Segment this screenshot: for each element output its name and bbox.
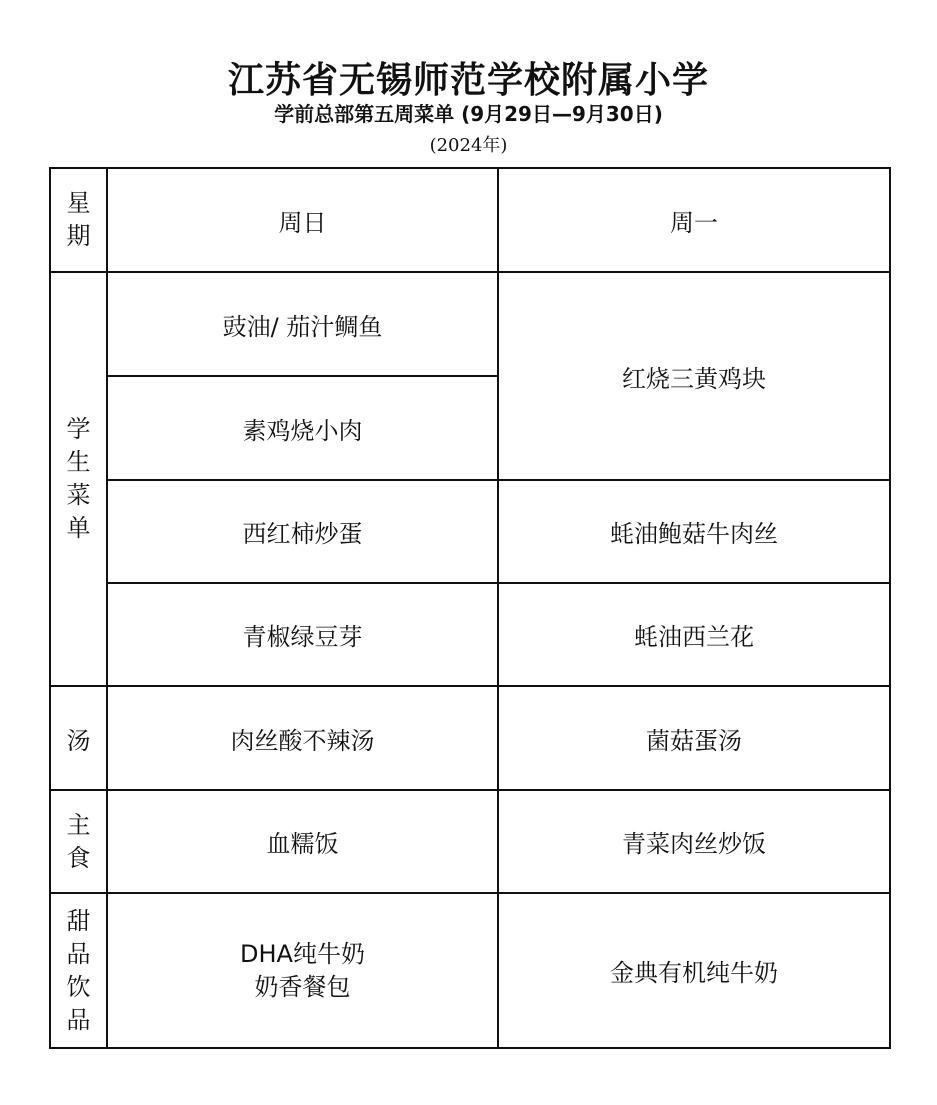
menu-table (49, 167, 891, 1049)
header-day2-cell: 周一 (498, 168, 890, 272)
page-title: 江苏省无锡师范学校附属小学 (227, 59, 709, 101)
header-row (50, 168, 890, 272)
dessert-category-cell (50, 893, 107, 1048)
day2-dish-cell: 蚝油西兰花 (498, 583, 890, 686)
day2-dish-cell: 红烧三黄鸡块 (498, 272, 890, 480)
student-menu-category-char: 学 (66, 415, 91, 443)
page-year: (2024年) (429, 135, 508, 156)
staple-row (50, 790, 890, 893)
dessert-day1-cell (107, 893, 498, 1048)
day1-dish-cell: 素鸡烧小肉 (107, 376, 498, 480)
student-menu-category-cell (50, 272, 107, 686)
header-category-char: 星 (66, 189, 91, 217)
staple-category-cell (50, 790, 107, 893)
soup-category-cell: 汤 (50, 686, 107, 790)
header-category-char: 期 (66, 222, 91, 250)
table-row (50, 272, 890, 376)
dessert-row (50, 893, 890, 1048)
day1-dish-cell: 青椒绿豆芽 (107, 583, 498, 686)
soup-day1-cell: 肉丝酸不辣汤 (107, 686, 498, 790)
soup-day2-cell: 菌菇蛋汤 (498, 686, 890, 790)
dessert-category-char: 品 (66, 939, 91, 968)
staple-category-char: 主 (66, 810, 91, 839)
dessert-day1-item: DHA纯牛奶 (240, 939, 365, 968)
day1-dish-cell: 豉油/ 茄汁鲷鱼 (107, 272, 498, 376)
table-row (50, 480, 890, 583)
dessert-day1-item: 奶香餐包 (254, 972, 351, 1001)
header-category-cell (50, 168, 107, 272)
soup-row (50, 686, 890, 790)
dessert-category-char: 品 (66, 1005, 91, 1034)
student-menu-category-char: 菜 (66, 481, 91, 509)
staple-day2-cell: 青菜肉丝炒饭 (498, 790, 890, 893)
day2-dish-cell: 蚝油鲍菇牛肉丝 (498, 480, 890, 583)
page-subtitle: 学前总部第五周菜单 (9月29日—9月30日) (274, 102, 663, 126)
dessert-category-char: 甜 (66, 906, 91, 935)
day1-dish-cell: 西红柿炒蛋 (107, 480, 498, 583)
table-row (50, 583, 890, 686)
student-menu-category-char: 生 (66, 448, 91, 476)
header-day1-cell: 周日 (107, 168, 498, 272)
staple-category-char: 食 (66, 843, 91, 872)
dessert-day2-cell: 金典有机纯牛奶 (498, 893, 890, 1048)
staple-day1-cell: 血糯饭 (107, 790, 498, 893)
dessert-category-char: 饮 (66, 972, 91, 1001)
student-menu-category-char: 单 (66, 514, 91, 542)
